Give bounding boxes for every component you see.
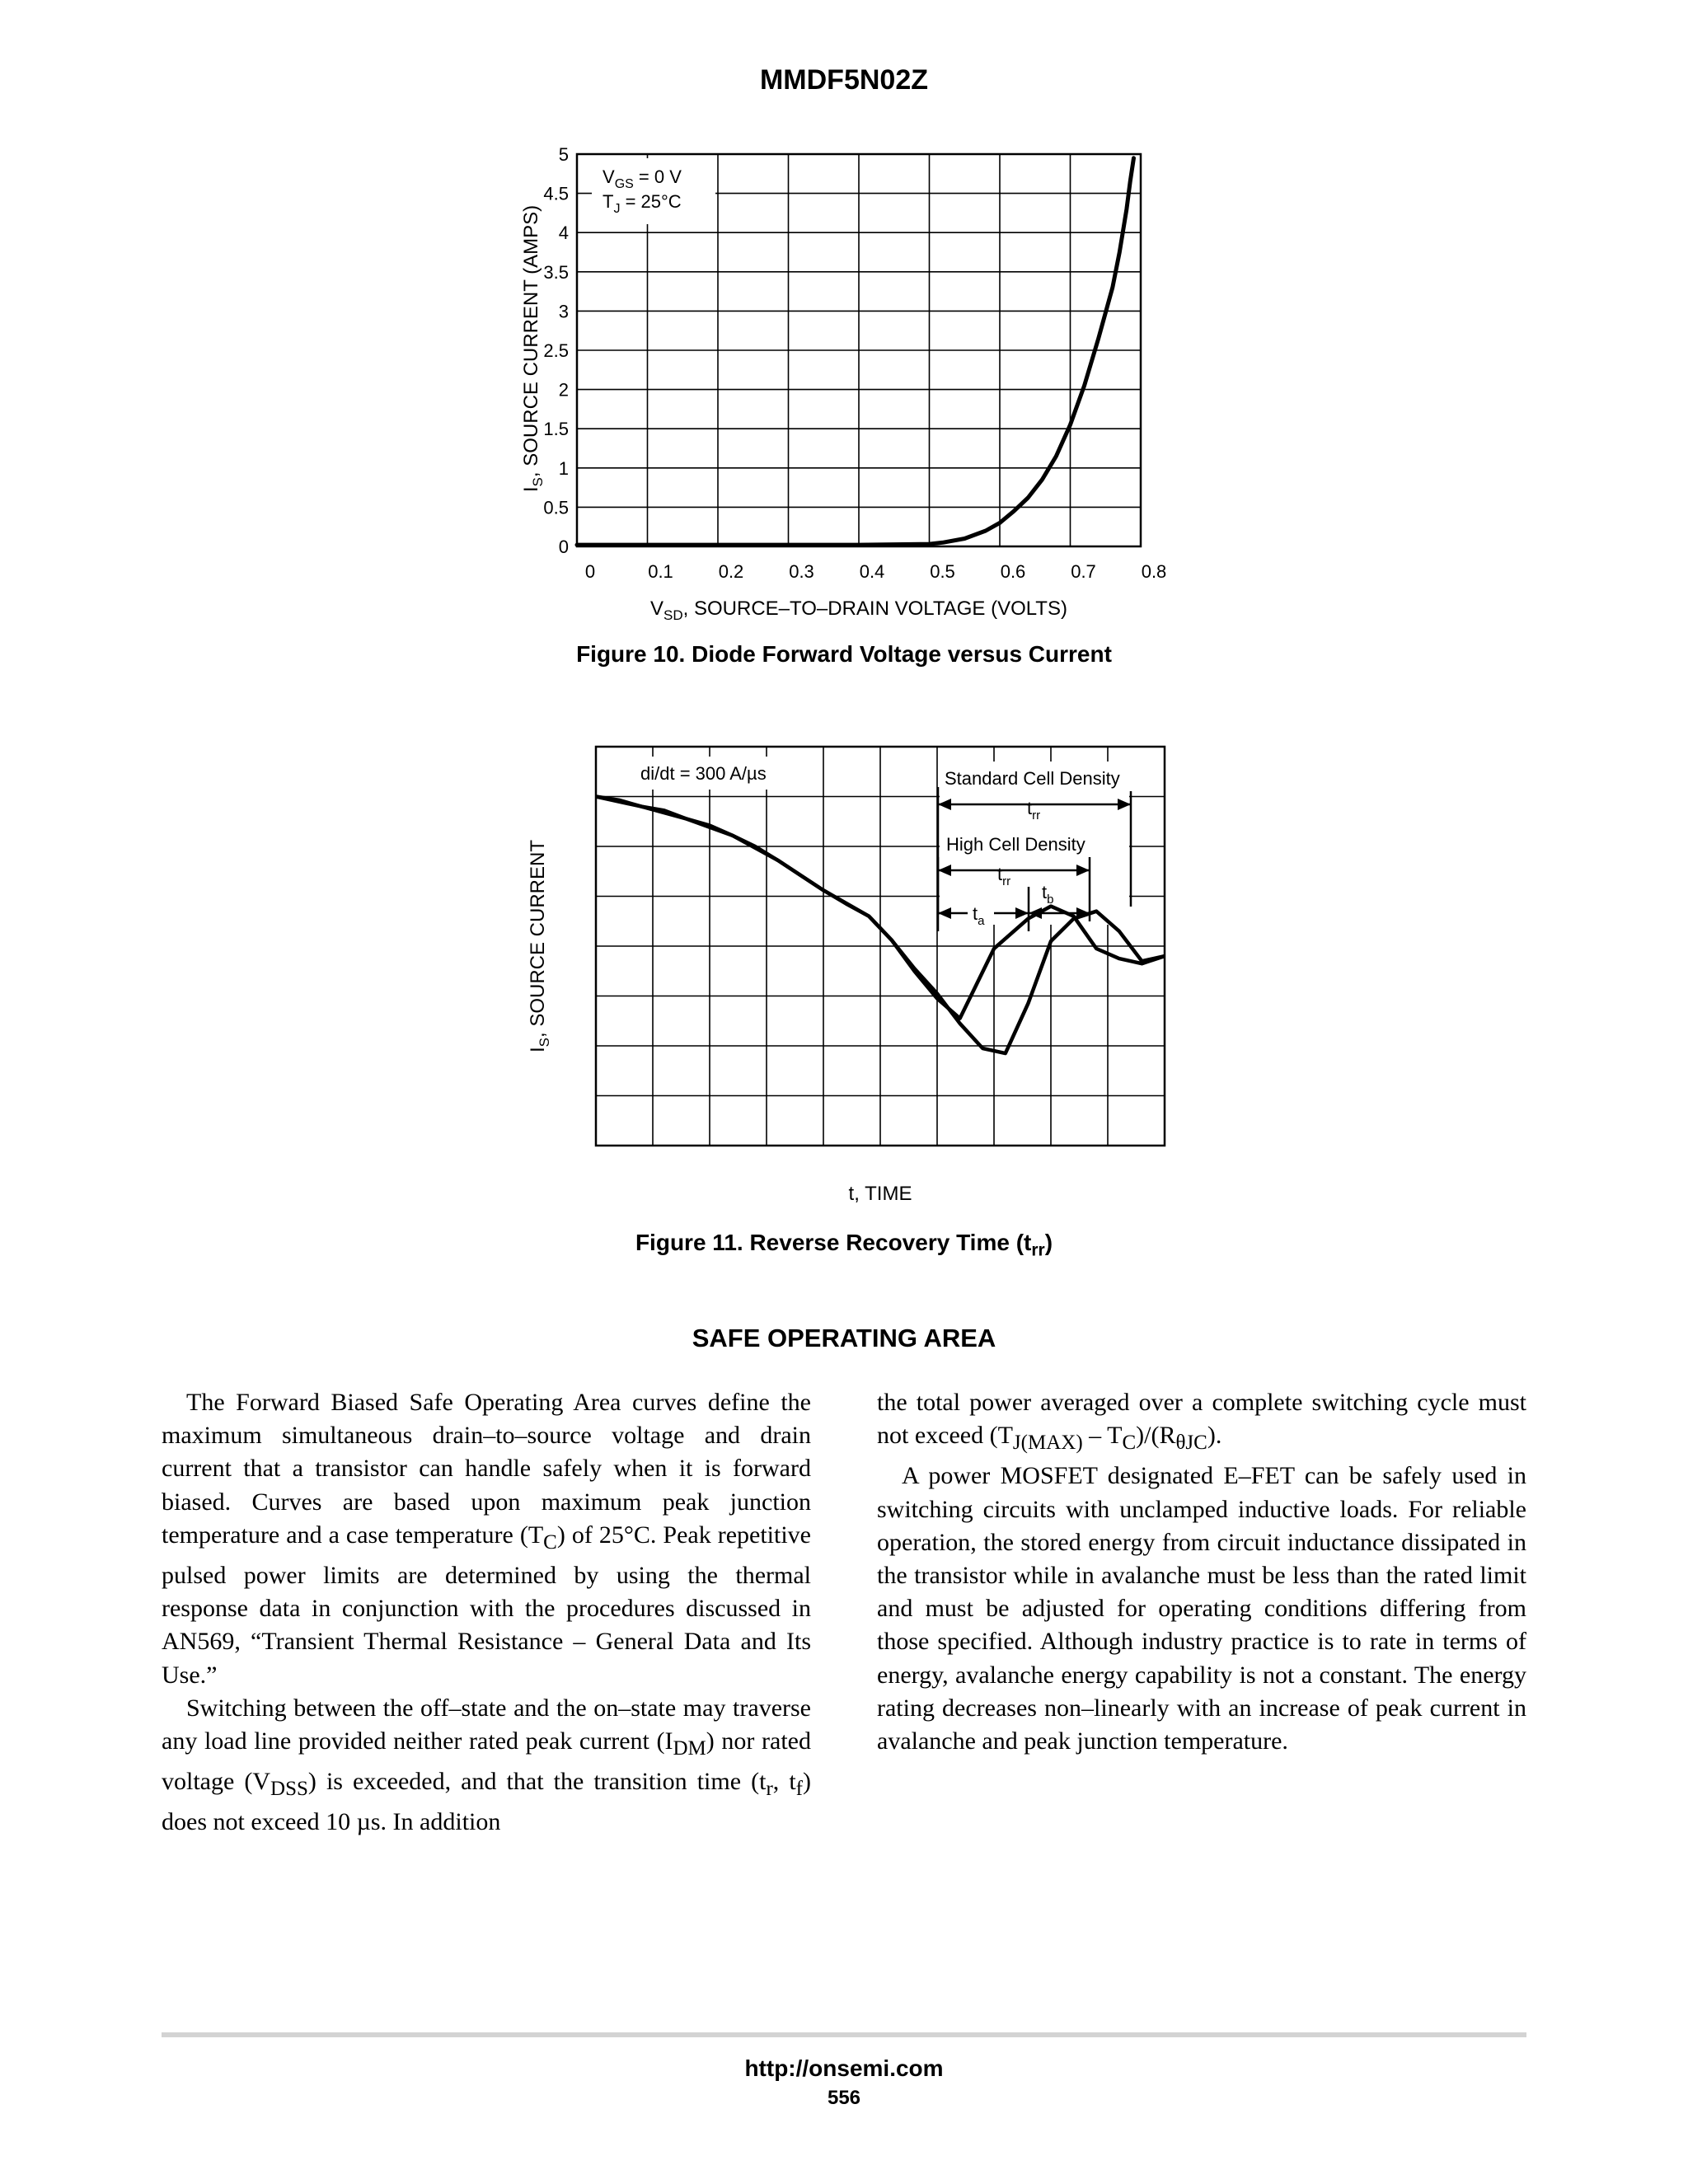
fig10-y-tick-label: 4	[558, 223, 569, 244]
fig11-label-trr-high: $t_{rr}$	[997, 864, 1011, 888]
figure-11-caption: Figure 11. Reverse Recovery Time $(t_{rr})$	[635, 1230, 1053, 1260]
footer-url: http://onsemi.com	[744, 2055, 944, 2081]
fig10-x-tick-label: 0.7	[1071, 561, 1096, 582]
fig10-x-tick-labels	[585, 561, 1166, 582]
fig10-x-tick-label: 0	[584, 561, 596, 582]
fig11-label-ta: $t_a$	[973, 903, 985, 928]
figure-10-chart	[0, 0, 1688, 676]
fig10-y-tick-label: 3.5	[543, 261, 569, 283]
figure-11-chart	[0, 725, 1688, 1220]
section-heading: SAFE OPERATING AREA	[692, 1324, 996, 1352]
fig10-y-tick-label: 0	[558, 537, 569, 557]
document-title: MMDF5N02Z	[759, 64, 929, 96]
fig10-y-axis-label: $I_S$, SOURCE CURRENT (AMPS)	[520, 204, 546, 493]
fig10-x-tick-label: 0.5	[930, 561, 955, 582]
body-paragraph: The Forward Biased Safe Operating Area curves define the maximum simultaneous drain–to–source voltage and drain current that a transistor can handle safely when it is forward biased. Curves are based upon maximum peak junction temperature and a case temperature $(T_C)$ of 25°C. Peak repetitive pulsed power limits are determined by using the thermal response data in conjunction with the procedures discussed in AN569, “Transient Thermal Resistance – General Data and Its Use.”	[162, 1389, 811, 1689]
fig10-x-tick-label: 0.6	[1000, 561, 1026, 582]
fig10-y-tick-label: 0.5	[543, 497, 569, 518]
fig11-label-standard-density: Standard Cell Density	[945, 768, 1120, 789]
fig10-y-tick-label: 2.5	[543, 340, 569, 361]
fig10-x-tick-label: 0.8	[1141, 561, 1167, 582]
body-paragraph: A power MOSFET designated E–FET can be safely used in switching circuits with unclamped inductive loads. For reliable operation, the stored energy from circuit inductance dissipated in the transistor while in avalanche must be less than the rated limit and must be adjusted for operating conditions differing from those specified. Although industry practice is to rate in terms of energy, avalanche energy capability is not a constant. The energy rating decreases non–linearly with an increase of peak current in avalanche and peak junction temperature.	[877, 1462, 1526, 1755]
fig10-y-tick-label: 5	[558, 144, 569, 165]
fig10-annotation-tj: $T_J = 25^\circ C$	[603, 191, 682, 216]
fig11-label-trr-std: $t_{rr}$	[1027, 798, 1041, 823]
fig10-x-tick-label: 0.1	[648, 561, 673, 582]
body-column-left	[162, 1386, 811, 1840]
body-column-right	[877, 1386, 1526, 1758]
fig10-y-tick-label: 1.5	[543, 419, 569, 440]
fig10-y-tick-label: 2	[558, 379, 569, 401]
fig10-y-tick-label: 1	[558, 457, 569, 479]
figure-10-caption: Figure 10. Diode Forward Voltage versus Current	[576, 641, 1112, 667]
fig10-y-tick-labels	[543, 144, 569, 557]
fig10-x-tick-label: 0.4	[859, 561, 885, 582]
fig10-x-tick-label: 0.2	[718, 561, 744, 582]
fig10-y-tick-label: 3	[558, 301, 569, 322]
fig11-annotation-didt: di/dt = 300 A/µs	[640, 763, 767, 784]
footer-divider	[162, 2032, 1526, 2037]
fig11-label-high-density: High Cell Density	[946, 834, 1085, 855]
fig11-y-axis-label: $I_S$, SOURCE CURRENT	[527, 839, 552, 1053]
body-paragraph: the total power averaged over a complete switching cycle must not exceed $(T_{J(MAX)} - T_C)/(R_{\theta JC})$.	[877, 1389, 1526, 1455]
page-number: 556	[827, 2087, 861, 2109]
fig10-annotation-vgs: $V_{GS} = 0$ V	[603, 166, 682, 191]
fig10-y-tick-label: 4.5	[543, 183, 569, 204]
fig10-x-tick-label: 0.3	[789, 561, 814, 582]
body-paragraph: Switching between the off–state and the on–state may traverse any load line provided neither rated peak current $(I_{DM})$ nor rated voltage $(V_{DSS})$ is exceeded, and that the transition time ($t_r$, $t_f$) does not exceed 10 µs. In addition	[162, 1694, 811, 1836]
fig11-x-axis-label: t, TIME	[848, 1183, 912, 1205]
fig11-label-tb: $t_b$	[1042, 882, 1054, 907]
fig10-x-axis-label: $V_{SD}$, SOURCE–TO–DRAIN VOLTAGE (VOLTS)	[650, 598, 1067, 623]
